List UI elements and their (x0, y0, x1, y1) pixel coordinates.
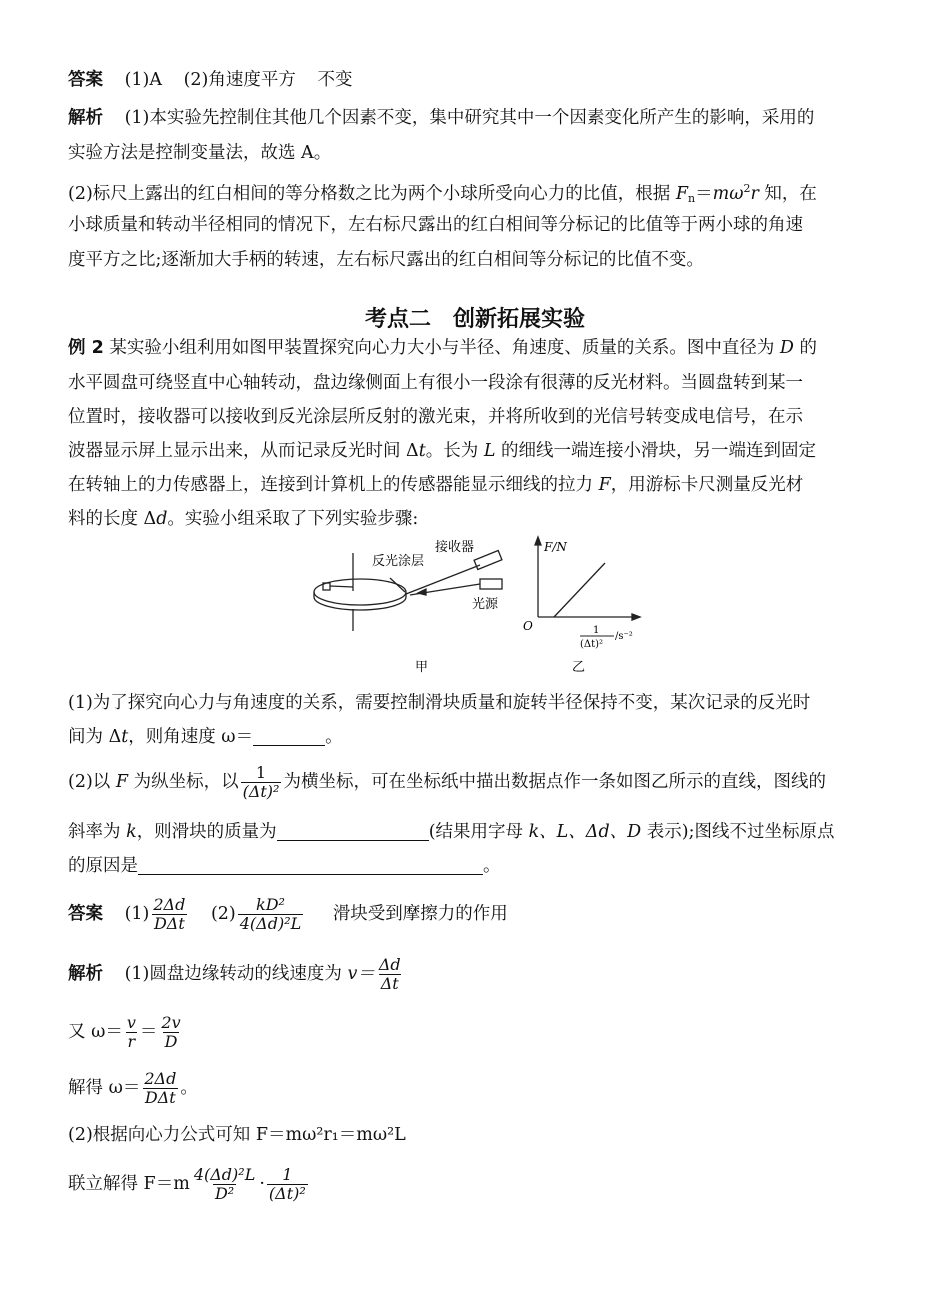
analysis-text: 又 ω＝ (68, 1022, 123, 1042)
analysis-line-1 (68, 106, 814, 130)
q2-text: ，则滑块的质量为 (136, 822, 277, 842)
example-line-5 (68, 473, 803, 497)
symbol-t: t (418, 441, 426, 461)
fraction-den: D (164, 1032, 178, 1051)
example-line-2: 水平圆盘可绕竖直中心轴转动，盘边缘侧面上有很小一段涂有很薄的反光材料。当圆盘转到某一 (68, 373, 803, 393)
q1-text: 。 (325, 727, 343, 747)
example-line-4 (68, 439, 816, 463)
analysis-text: 联立解得 F＝m (68, 1174, 190, 1194)
answer-blank-omega[interactable] (253, 725, 325, 746)
answer-blank-reason[interactable] (138, 854, 483, 875)
symbol-F: F (598, 475, 611, 495)
fraction-num: 2Δd (144, 1069, 177, 1088)
q2-text: (结果用字母 (428, 822, 529, 842)
fraction-v-over-r (125, 1014, 138, 1051)
answer-part2: (2)角速度平方 (183, 70, 296, 90)
analysis2-line-2 (68, 1012, 185, 1052)
analysis-line-2: 实验方法是控制变量法，故选 A。 (68, 143, 332, 163)
fraction-den: r (127, 1032, 136, 1051)
analysis-text: (1)本实验先控制住其他几个因素不变，集中研究其中一个因素变化所产生的影响，采用的 (124, 108, 815, 128)
fraction-den: (Δt)² (268, 1184, 306, 1203)
q2-line-2 (68, 820, 834, 844)
fraction-den: DΔt (144, 1088, 176, 1107)
y-axis-arrow (535, 537, 541, 545)
analysis-label: 解析 (68, 108, 103, 128)
q1-text: 间为 Δ (68, 727, 122, 747)
answer-label: 答案 (68, 70, 103, 90)
q2-text: 为横坐标，可在坐标纸中描出数据点作一条如图乙所示的直线，图线的 (283, 772, 826, 792)
example-text: 的细线一端连接小滑块，另一端连到固定 (495, 441, 817, 461)
label-coating: 反光涂层 (372, 554, 425, 569)
fraction-omega (142, 1070, 178, 1107)
fraction-num: 1 (282, 1165, 293, 1184)
fraction-v (377, 956, 403, 993)
label-receiver: 接收器 (435, 540, 475, 555)
q2-line-1 (68, 762, 826, 802)
label-source: 光源 (472, 597, 499, 612)
q2-text: (2)以 (68, 772, 116, 792)
answer2-line (68, 892, 508, 936)
example-text: 的 (793, 338, 818, 358)
q2-text: 。 (483, 856, 501, 876)
analysis-text: 解得 ω＝ (68, 1078, 141, 1098)
example-text: 。实验小组采取了下列实验步骤: (167, 509, 419, 529)
example-line-6 (68, 507, 418, 531)
graph-line (554, 563, 605, 617)
example-text: 波器显示屏上显示出来，从而记录反光时间 Δ (68, 441, 419, 461)
symbol-m-omega: mω (712, 184, 744, 204)
symbol-t: t (121, 727, 129, 747)
x-axis-unit: /s⁻² (615, 631, 633, 642)
symbol-D: D (779, 338, 794, 358)
example-line-1 (68, 336, 817, 360)
example-text: 在转轴上的力传感器上，连接到计算机上的传感器能显示细线的拉力 (68, 475, 599, 495)
symbol-d: d (156, 509, 168, 529)
x-axis-den: (Δt)² (580, 639, 604, 650)
answer-label: 答案 (68, 904, 103, 924)
answer-part2: (2) (210, 904, 236, 924)
q2-text: 斜率为 (68, 822, 127, 842)
fraction-den: 4(Δd)²L (239, 914, 302, 933)
analysis-text: (2)标尺上露出的红白相间的等分格数之比为两个小球所受向心力的比值，根据 (68, 184, 676, 204)
fraction-1-over-dt2 (241, 764, 282, 801)
fraction-answer-2 (238, 896, 304, 933)
dot-operator: · (259, 1174, 265, 1194)
fraction-num: 2v (161, 1013, 181, 1032)
coating-pointer (390, 578, 405, 592)
symbol-list: k、L、Δd、D (528, 822, 642, 842)
example-line-3: 位置时，接收器可以接收到反光涂层所反射的激光束，并将所收到的光信号转变成电信号，在示 (68, 407, 803, 427)
q2-text: 的原因是 (68, 856, 138, 876)
receiver-box (474, 550, 502, 569)
fraction-num: 1 (255, 763, 267, 782)
fraction-force-1 (192, 1166, 258, 1203)
q2-text: 为纵坐标，以 (128, 772, 239, 792)
example-text: ，用游标卡尺测量反光材 (610, 475, 804, 495)
symbol-F: F (115, 772, 129, 792)
analysis-line-5: 度平方之比;逐渐加大手柄的转速，左右标尺露出的红白相间等分标记的比值不变。 (68, 250, 704, 270)
q1-line-1: (1)为了探究向心力与角速度的关系，需要控制滑块质量和旋转半径保持不变，某次记录的反光时 (68, 693, 811, 713)
fraction-den: (Δt)² (242, 782, 280, 801)
analysis2-line-4: (2)根据向心力公式可知 F＝mω²r₁＝mω²L (68, 1125, 406, 1145)
analysis-text: (1)圆盘边缘转动的线速度为 (124, 964, 348, 984)
example-text: 。长为 (425, 441, 484, 461)
q2-line-3 (68, 854, 501, 878)
x-axis-arrow (632, 614, 640, 620)
fraction-num: 4(Δd)²L (193, 1165, 256, 1184)
caption-yi: 乙 (572, 660, 586, 675)
section-title: 考点二 创新拓展实验 (364, 307, 585, 332)
symbol-r: r (750, 184, 759, 204)
symbol-k: k (126, 822, 137, 842)
q1-text: ，则角速度 ω＝ (128, 727, 254, 747)
fraction-num: v (126, 1013, 136, 1032)
symbol-v: v＝ (347, 964, 375, 984)
analysis-line-3 (68, 177, 817, 211)
fraction-force-2 (267, 1166, 308, 1203)
analysis-label: 解析 (68, 964, 103, 984)
superscript-2: 2 (743, 182, 751, 195)
light-source-box (480, 579, 502, 589)
answer-part1: (1)A (124, 70, 163, 90)
fraction-2v-over-D (159, 1014, 182, 1051)
q2-text: 表示);图线不过坐标原点 (641, 822, 835, 842)
fraction-num: kD² (256, 895, 285, 914)
analysis-text: 。 (180, 1078, 198, 1098)
answer-part3: 不变 (317, 70, 353, 90)
symbol-L: L (483, 441, 496, 461)
fraction-den: D² (214, 1184, 235, 1203)
example-label: 例 2 (68, 338, 104, 358)
fraction-num: 2Δd (153, 895, 186, 914)
fraction-answer-1 (151, 896, 187, 933)
thread (330, 586, 353, 587)
fraction-den: Δt (380, 974, 399, 993)
analysis2-line-5 (68, 1162, 310, 1206)
answer-part1: (1) (124, 904, 150, 924)
y-axis-label: F/N (544, 540, 567, 554)
answer-part3: 滑块受到摩擦力的作用 (332, 904, 508, 924)
subscript-n: n (688, 192, 696, 205)
experiment-figure (310, 535, 650, 680)
origin-label: O (523, 619, 533, 633)
example-text: 某实验小组利用如图甲装置探究向心力大小与半径、角速度、质量的关系。图中直径为 (103, 338, 780, 358)
example-text: 料的长度 Δ (68, 509, 157, 529)
answer-line-1 (68, 68, 352, 92)
q1-line-2 (68, 725, 343, 749)
analysis-line-4: 小球质量和转动半径相同的情况下，左右标尺露出的红白相间等分标记的比值等于两小球的角速 (68, 215, 803, 235)
equals: ＝ (139, 1022, 158, 1042)
caption-jia: 甲 (415, 660, 429, 675)
fraction-num: Δd (378, 955, 401, 974)
x-axis-num: 1 (593, 625, 600, 636)
equals: ＝ (695, 184, 713, 204)
answer-blank-mass[interactable] (277, 820, 429, 841)
fraction-den: DΔt (153, 914, 185, 933)
analysis2-line-3 (68, 1068, 198, 1108)
symbol-F: F (675, 184, 689, 204)
analysis-text: 知，在 (758, 184, 817, 204)
analysis2-line-1 (68, 954, 405, 994)
